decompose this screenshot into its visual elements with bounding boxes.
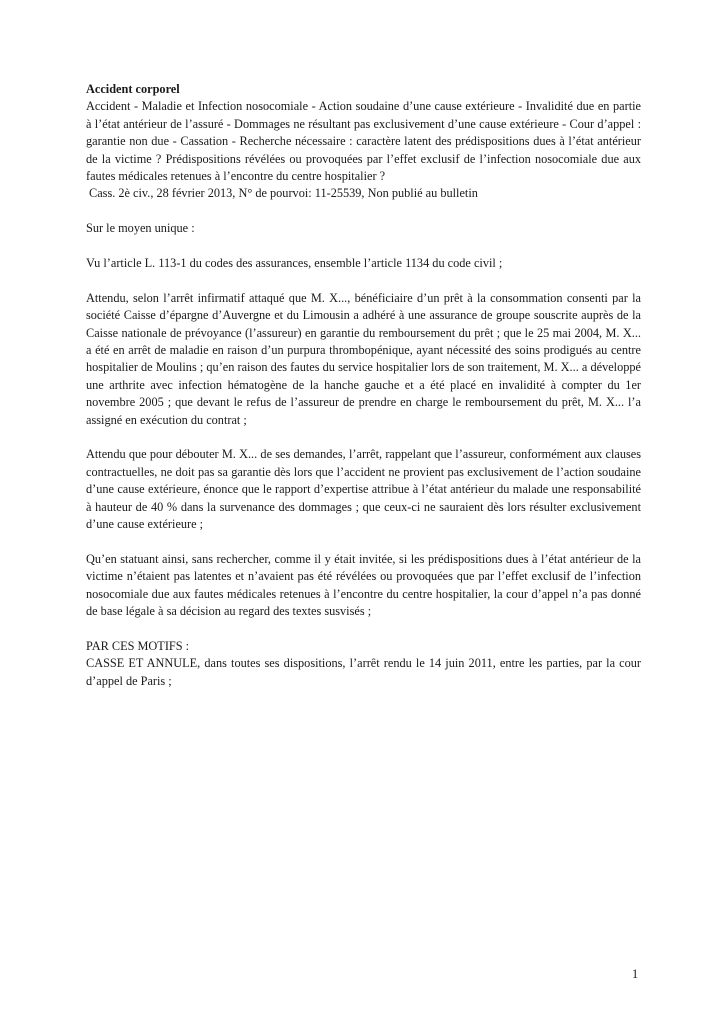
header-block — [86, 81, 641, 203]
case-reference: Cass. 2è civ., 28 février 2013, N° de pourvoi: 11-25539, Non publié au bulletin — [89, 186, 478, 201]
statuant-paragraph: Qu’en statuant ainsi, sans rechercher, comme il y était invitée, si les prédispositions dues à l’état antérieur de la victime n’étaient pas latentes et n’avaient pas été révélées ou provoquées que par l’effet exclusif de l’infection nosocomiale due aux fautes médicales retenues à l’encontre du centre hospitalier, la cour d’appel n’a pas donné de base légale à sa décision au regard des textes susvisés ; — [86, 551, 641, 619]
dispositif-paragraph: CASSE ET ANNULE, dans toutes ses dispositions, l’arrêt rendu le 14 juin 2011, entre les parties, par la cour d’appel de Paris ; — [86, 656, 641, 688]
case-summary: Accident - Maladie et Infection nosocomiale - Action soudaine d’une cause extérieure - Invalidité due en partie à l’état antérieur de l’assuré - Dommages ne résultant pas exclusivement d’une cause extérieure - Cour d’appel : garantie non due - Cassation - Recherche nécessaire : caractère latent des prédispositions dues à l’état antérieur de la victime ? Prédispositions révélées ou provoquées par l’effet exclusif de l’infection nosocomiale due aux fautes médicales retenues à l’encontre du centre hospitalier ? — [86, 99, 641, 184]
document-title: Accident corporel — [86, 82, 180, 96]
attendu-paragraph-1: Attendu, selon l’arrêt infirmatif attaqué que M. X..., bénéficiaire d’un prêt à la consommation consenti par la société Caisse d’épargne d’Auvergne et du Limousin a adhéré à une assurance de groupe souscrite auprès de la Caisse nationale de prévoyance (l’assureur) en garantie du remboursement du prêt ; que le 25 mai 2004, M. X... a été en arrêt de maladie en raison d’un purpura thrombopénique, ayant nécessité des soins prodigués au centre hospitalier de Moulins ; qu’en raison des fautes du service hospitalier lors de son traitement, M. X... a développé une arthrite avec infection hématogène de la hanche gauche et a été placé en invalidité à compter du 1er novembre 2005 ; que devant le refus de l’assureur de prendre en charge le remboursement du prêt, M. X... l’a assigné en exécution du contrat ; — [86, 290, 641, 427]
moyen-heading: Sur le moyen unique : — [86, 221, 195, 236]
motifs-heading: PAR CES MOTIFS : — [86, 638, 190, 653]
document-page — [86, 81, 641, 708]
page-number: 1 — [632, 967, 639, 981]
attendu-paragraph-2: Attendu que pour débouter M. X... de ses demandes, l’arrêt, rappelant que l’assureur, conformément aux clauses contractuelles, ne doit pas sa garantie dès lors que l’accident ne provient pas exclusivement de l’action soudaine d’une cause extérieure, énonce que le rapport d’expertise attribue à l’état antérieur du malade une responsabilité à hauteur de 40 % dans la survenance des dommages ; que ceux-ci ne sauraient dès lors résulter exclusivement d’une cause extérieure ; — [86, 447, 641, 532]
vu-paragraph: Vu l’article L. 113-1 du codes des assurances, ensemble l’article 1134 du code civil ; — [86, 256, 503, 271]
